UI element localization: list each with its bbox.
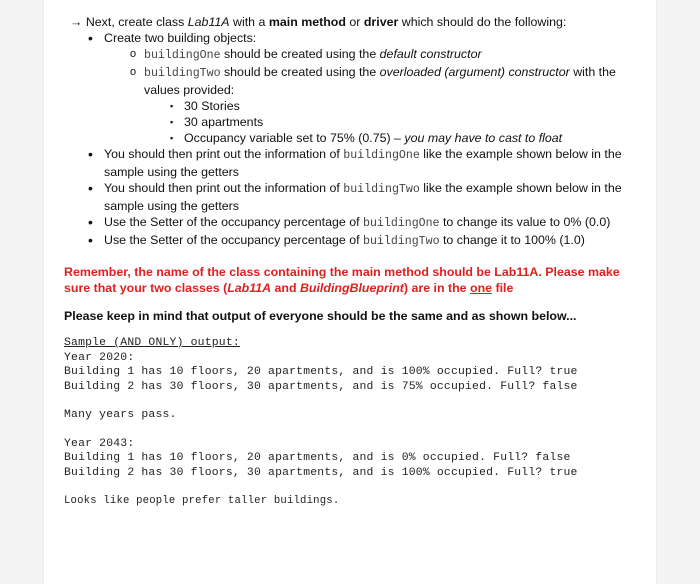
bullet-icon: • bbox=[88, 146, 93, 162]
bullet-icon: • bbox=[88, 214, 93, 230]
list-item-continued: sample using the getters bbox=[104, 165, 239, 179]
reminder-text: sure that your two classes (Lab11A and BuildingBlueprint) are in the one file bbox=[64, 281, 514, 295]
list-item-continued: sample using the getters bbox=[104, 199, 239, 213]
output-line: Building 1 has 10 floors, 20 apartments, and is 0% occupied. Full? false bbox=[64, 452, 571, 464]
output-line: Year 2020: bbox=[64, 351, 135, 364]
square-bullet-icon: ▪ bbox=[170, 133, 174, 143]
bullet-icon: • bbox=[88, 232, 93, 248]
list-item: • You should then print out the information of buildingTwo like the example shown below in the bbox=[88, 180, 622, 196]
keep-in-mind-text: Please keep in mind that output of everyone should be the same and as shown below... bbox=[64, 309, 577, 323]
sub-list-item: o buildingTwo should be created using the overloaded (argument) constructor with the bbox=[130, 65, 616, 80]
output-line: Year 2043: bbox=[64, 437, 135, 450]
document-page bbox=[44, 0, 656, 584]
sub-list-item: o buildingOne should be created using the default constructor bbox=[130, 47, 482, 62]
list-item: • Create two building objects: bbox=[88, 30, 257, 46]
output-line: Many years pass. bbox=[64, 409, 177, 421]
list-item: • Use the Setter of the occupancy percentage of buildingTwo to change it to 100% (1.0) bbox=[88, 232, 585, 248]
sub-sub-list-item: ▪ Occupancy variable set to 75% (0.75) – you may have to cast to float bbox=[170, 131, 563, 145]
square-bullet-icon: ▪ bbox=[170, 117, 174, 127]
circle-bullet-icon: o bbox=[130, 66, 137, 78]
circle-bullet-icon: o bbox=[130, 48, 137, 60]
sample-output bbox=[64, 336, 644, 509]
bullet-icon: • bbox=[88, 30, 93, 46]
arrow-icon: → bbox=[70, 15, 83, 29]
output-line: Building 2 has 30 floors, 30 apartments, and is 75% occupied. Full? false bbox=[64, 380, 578, 393]
list-item: • Use the Setter of the occupancy percentage of buildingOne to change its value to 0% (0.0) bbox=[88, 214, 611, 230]
sub-sub-list-item: ▪ 30 Stories bbox=[170, 99, 240, 113]
sub-list-item-continued: values provided: bbox=[144, 83, 235, 97]
document-content bbox=[64, 14, 644, 509]
bullet-icon: • bbox=[88, 180, 93, 196]
intro-line: → Next, create class Lab11A with a main method or driver which should do the following: bbox=[70, 15, 567, 29]
square-bullet-icon: ▪ bbox=[170, 101, 174, 111]
output-line: Looks like people prefer taller buildings. bbox=[64, 495, 340, 507]
sub-sub-list-item: ▪ 30 apartments bbox=[170, 115, 264, 129]
list-item: • You should then print out the information of buildingOne like the example shown below in the bbox=[88, 146, 622, 162]
reminder-text: Remember, the name of the class containing the main method should be Lab11A. Please make bbox=[64, 265, 620, 279]
output-line: Building 2 has 30 floors, 30 apartments, and is 100% occupied. Full? true bbox=[64, 466, 578, 479]
output-line: Building 1 has 10 floors, 20 apartments, and is 100% occupied. Full? true bbox=[64, 366, 578, 378]
sample-output-header: Sample (AND ONLY) output: bbox=[64, 337, 240, 349]
